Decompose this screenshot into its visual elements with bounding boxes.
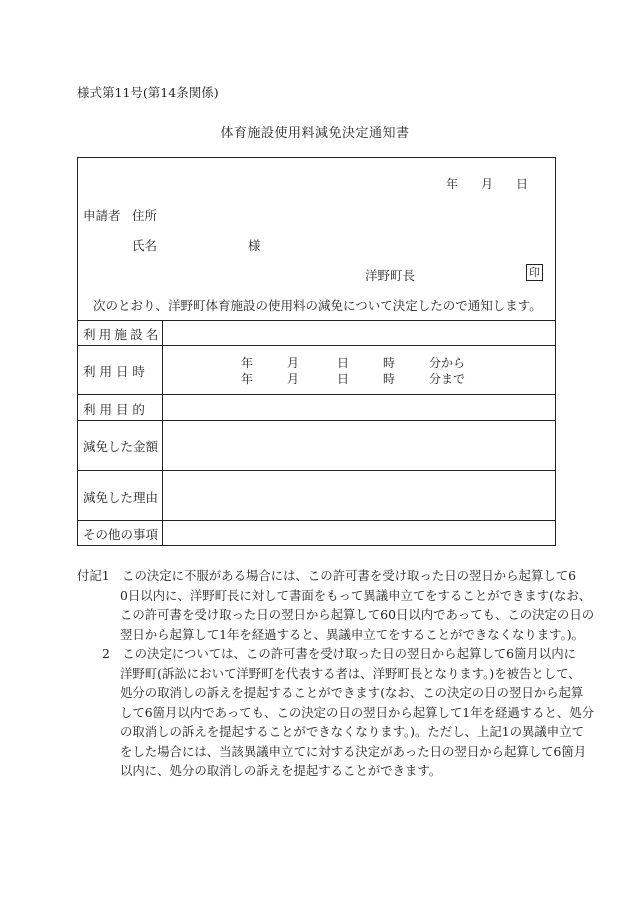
date-year-label: 年	[446, 177, 459, 191]
note-line: 2 この決定については、この許可書を受け取った日の翌日から起算して6箇月以内に	[102, 646, 576, 661]
note-line: 洋野町(訴訟において洋野町を代表する者は、洋野町長となります。)を被告として、	[120, 665, 581, 681]
table-row-line	[78, 470, 555, 471]
table-top-line	[78, 320, 555, 321]
note-line: 処分の取消しの訴えを提起することができます(なお、この決定の日の翌日から起算	[120, 685, 584, 700]
start-day-unit: 日	[337, 356, 350, 370]
end-year-unit: 年	[241, 372, 254, 386]
end-minute-until: 分まで	[429, 372, 466, 386]
start-year-unit: 年	[241, 356, 254, 370]
usage-datetime-label: 利 用 日 時	[83, 364, 145, 379]
form-box	[77, 157, 556, 546]
start-minute-from: 分から	[429, 356, 466, 370]
issuer-label: 洋野町長	[365, 268, 416, 283]
note-line: 0日以内に、洋野町長に対して書面をもって異議申立てをすることができます(なお、	[120, 587, 592, 603]
end-hour-unit: 時	[383, 372, 396, 386]
applicant-label: 申請者	[83, 208, 121, 223]
notice-text: 次のとおり、洋野町体育施設の使用料の減免について決定したので通知します。	[93, 298, 542, 313]
form-number: 様式第11号(第14条関係)	[77, 85, 219, 100]
note-line: 翌日から起算して1年を経過すると、異議申立てをすることができなくなります。)。	[120, 626, 584, 642]
table-row-line	[78, 345, 555, 346]
seal-mark: 印	[526, 264, 543, 281]
note-line: の取消しの訴えを提起することができなくなります。)。ただし、上記1の異議申立て	[120, 724, 584, 739]
date-day-label: 日	[516, 177, 529, 191]
facility-name-label: 利用施設名	[83, 327, 162, 342]
start-hour-unit: 時	[383, 356, 396, 370]
table-row-line	[78, 420, 555, 421]
end-day-unit: 日	[337, 372, 350, 386]
purpose-label: 利 用 目 的	[83, 402, 145, 417]
table-row-line	[78, 520, 555, 521]
other-matters-label: その他の事項	[83, 527, 159, 542]
address-label: 住所	[132, 208, 158, 223]
reduced-reason-label: 減免した理由	[83, 490, 159, 505]
end-month-unit: 月	[287, 372, 300, 386]
reduced-amount-label: 減免した金額	[83, 439, 159, 454]
note-line: この許可書を受け取った日の翌日から起算して60日以内であっても、この決定の日の	[120, 607, 595, 622]
honorific-label: 様	[248, 238, 261, 253]
note-line: して6箇月以内であっても、この決定の日の翌日から起算して1年を経過すると、処分	[120, 704, 595, 720]
document-title: 体育施設使用料減免決定通知書	[220, 126, 410, 141]
start-month-unit: 月	[287, 356, 300, 370]
table-row-line	[78, 394, 555, 395]
note-line: 以内に、処分の取消しの訴えを提起することができます。	[120, 763, 442, 778]
date-month-label: 月	[481, 177, 494, 191]
name-label: 氏名	[132, 238, 158, 253]
note-line: をした場合には、当該異議申立てに対する決定があった日の翌日から起算して6箇月	[120, 743, 587, 759]
note-line: 付記1 この決定に不服がある場合には、この許可書を受け取った日の翌日から起算して6	[77, 568, 577, 583]
table-column-divider	[162, 320, 163, 545]
